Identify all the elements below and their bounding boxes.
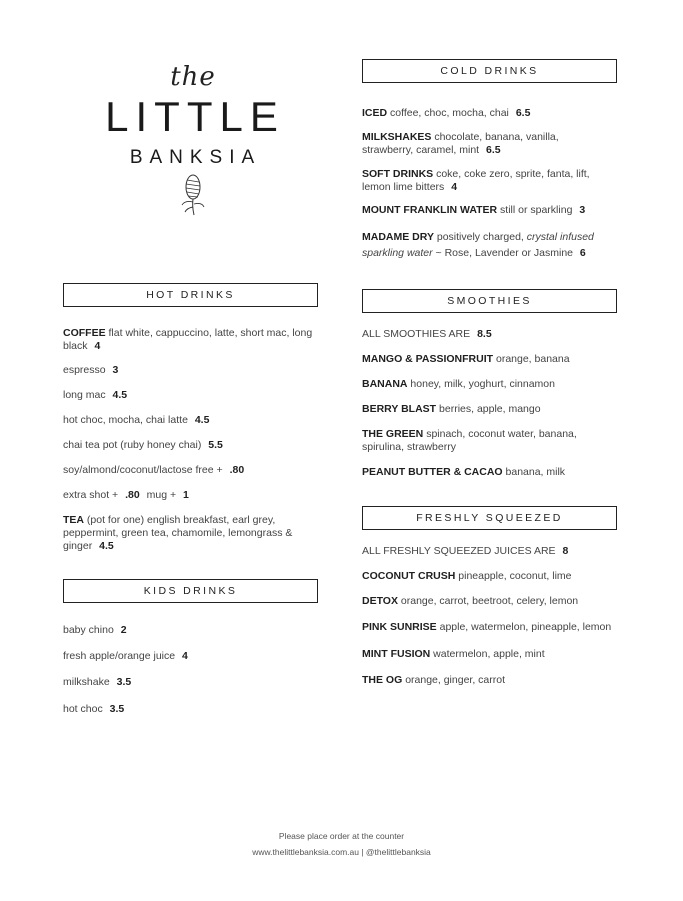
logo-the-text: the (170, 62, 216, 92)
menu-item (63, 414, 313, 427)
item-name: MINT FUSION (362, 648, 431, 660)
item-desc: ALL SMOOTHIES ARE (362, 328, 471, 340)
menu-item (362, 570, 612, 583)
item-price: 4 (451, 181, 458, 193)
item-price: 2 (120, 624, 127, 636)
item-desc: hot choc (63, 703, 103, 715)
freshly-squeezed-heading: FRESHLY SQUEEZED (362, 506, 617, 530)
item-desc: ~ Rose, Lavender or Jasmine (435, 247, 573, 259)
item-desc: baby chino (63, 624, 114, 636)
item-name: MILKSHAKES (362, 131, 432, 143)
item-name: DETOX (362, 595, 398, 607)
menu-item (63, 624, 313, 637)
cold-drinks-heading: COLD DRINKS (362, 59, 617, 83)
item-price: .80 (125, 489, 140, 501)
menu-item (63, 703, 313, 716)
menu-item (63, 514, 308, 553)
item-name: ICED (362, 107, 388, 119)
item-desc: hot choc, mocha, chai latte (63, 414, 188, 426)
item-desc: orange, ginger, carrot (405, 674, 505, 686)
kids-drinks-heading: KIDS DRINKS (63, 579, 318, 603)
menu-item (63, 389, 313, 402)
logo-little-text: LITTLE (105, 93, 285, 140)
menu-item (63, 364, 313, 377)
item-desc: extra shot + (63, 489, 119, 501)
menu-item (362, 621, 632, 634)
item-desc: (pot for one) english breakfast, earl grey, peppermint, green tea, chamomile, lemongrass & ginger (63, 514, 293, 552)
item-desc-italic: crystal infused sparkling water (362, 231, 594, 259)
menu-item (362, 595, 612, 608)
item-name: THE GREEN (362, 428, 424, 440)
menu-item (362, 168, 612, 194)
item-desc: still or sparkling (500, 204, 573, 216)
item-name: PEANUT BUTTER & CACAO (362, 466, 503, 478)
item-desc: watermelon, apple, mint (433, 648, 545, 660)
item-price: 6.5 (486, 144, 501, 156)
menu-item (362, 648, 612, 661)
item-desc: ALL FRESHLY SQUEEZED JUICES ARE (362, 545, 556, 557)
item-price: 1 (183, 489, 189, 501)
item-name: THE OG (362, 674, 403, 686)
menu-item (63, 327, 313, 353)
item-name: COCONUT CRUSH (362, 570, 456, 582)
item-name: PINK SUNRISE (362, 621, 437, 633)
item-name: COFFEE (63, 327, 106, 339)
menu-item (362, 229, 612, 261)
item-name: BANANA (362, 378, 408, 390)
menu-item (362, 466, 612, 479)
menu-item (362, 204, 612, 217)
item-price: 4.5 (99, 540, 114, 552)
item-desc: apple, watermelon, pineapple, lemon (439, 621, 612, 633)
item-desc: coffee, choc, mocha, chai (390, 107, 509, 119)
item-desc: coke, coke zero, sprite, fanta, lift, lemon lime bitters (362, 168, 590, 193)
menu-item (63, 676, 313, 689)
menu-item (362, 328, 612, 341)
menu-item (63, 650, 313, 663)
item-desc: berries, apple, mango (439, 403, 541, 415)
item-desc: milkshake (63, 676, 110, 688)
logo (98, 62, 288, 217)
item-desc: honey, milk, yoghurt, cinnamon (410, 378, 555, 390)
item-desc: orange, carrot, beetroot, celery, lemon (400, 595, 579, 607)
item-desc: orange, banana (495, 353, 570, 365)
menu-item (63, 464, 313, 477)
item-price: 8 (562, 545, 569, 557)
item-price: 3.5 (116, 676, 132, 688)
item-price: 6.5 (515, 107, 531, 119)
menu-item (362, 353, 612, 366)
item-name: MANGO & PASSIONFRUIT (362, 353, 494, 365)
menu-item (362, 378, 612, 391)
item-desc: pineapple, coconut, lime (458, 570, 572, 582)
item-price: 4 (182, 650, 188, 662)
item-price: .80 (229, 464, 245, 476)
item-name: MOUNT FRANKLIN WATER (362, 204, 498, 216)
item-desc: espresso (63, 364, 106, 376)
item-name: SOFT DRINKS (362, 168, 434, 180)
item-price: 4.5 (112, 389, 128, 401)
item-name: BERRY BLAST (362, 403, 437, 415)
menu-item (362, 674, 612, 687)
menu-item (362, 403, 612, 416)
hot-drinks-heading: HOT DRINKS (63, 283, 318, 307)
menu-item (362, 107, 612, 120)
item-desc: banana, milk (505, 466, 566, 478)
item-price: 4 (94, 340, 101, 352)
item-price: 4.5 (194, 414, 210, 426)
banksia-flower-icon (176, 174, 210, 216)
item-price: 5.5 (208, 439, 223, 451)
item-desc: flat white, cappuccino, latte, short mac, long black (63, 327, 313, 352)
item-name: TEA (63, 514, 84, 526)
item-price: 3.5 (109, 703, 125, 715)
item-price: 3 (112, 364, 119, 376)
menu-item (63, 489, 313, 502)
item-desc: soy/almond/coconut/lactose free + (63, 464, 223, 476)
logo-banksia-text: BANKSIA (129, 147, 262, 168)
item-name: MADAME DRY (362, 231, 434, 243)
item-desc: fresh apple/orange juice (63, 650, 176, 662)
item-price: 6 (579, 247, 586, 259)
menu-item (362, 131, 612, 157)
item-desc: chocolate, banana, vanilla, strawberry, caramel, mint (362, 131, 559, 156)
item-price: 8.5 (477, 328, 492, 340)
menu-item (362, 545, 612, 558)
item-desc: chai tea pot (ruby honey chai) (63, 439, 202, 451)
item-desc: mug + (146, 489, 177, 501)
item-desc: long mac (63, 389, 106, 401)
footer-contact: www.thelittlebanksia.com.au | @thelittlebanksia (252, 847, 431, 857)
smoothies-heading: SMOOTHIES (362, 289, 617, 313)
item-desc: positively charged, (436, 231, 524, 243)
item-price: 3 (579, 204, 586, 216)
footer-order-note: Please place order at the counter (278, 831, 405, 841)
menu-item (63, 439, 313, 452)
item-desc: spinach, coconut water, banana, spirulina, strawberry (362, 428, 577, 453)
menu-item (362, 428, 587, 454)
